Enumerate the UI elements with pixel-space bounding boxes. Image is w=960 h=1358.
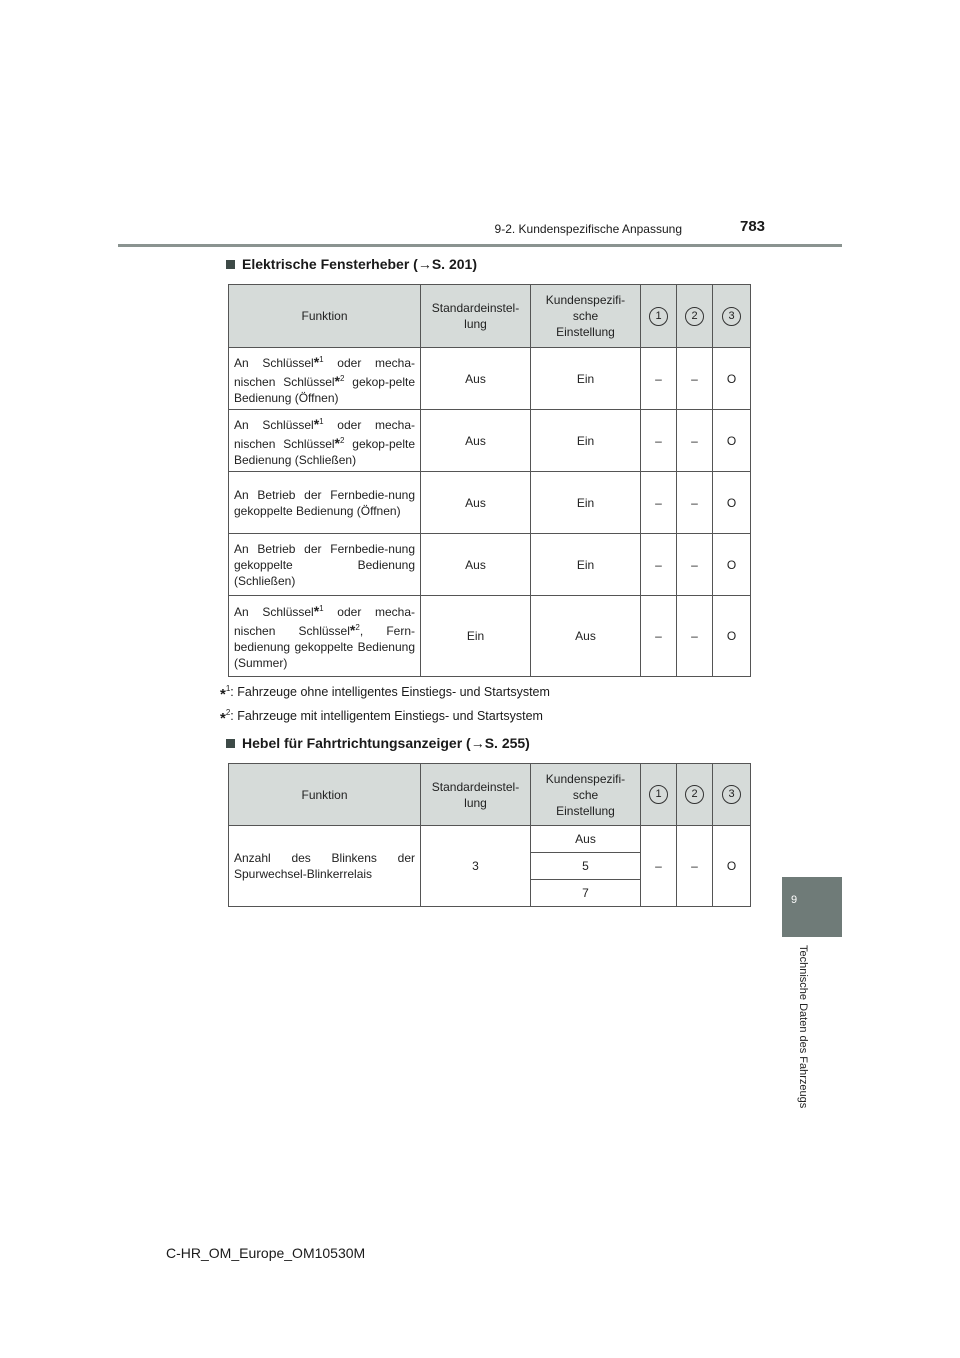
custom-option-cell: 5: [531, 853, 641, 880]
page-number: 783: [740, 218, 766, 235]
default-cell: Aus: [421, 348, 531, 410]
chapter-tab-label: Technische Daten des Fahrzeugs: [797, 945, 809, 1109]
square-bullet-icon: [226, 260, 235, 269]
method-1-cell: –: [641, 534, 677, 596]
footnote-2: *$^2$: Fahrzeuge mit intelligentem Einstiegs- und Startsystem: [220, 708, 543, 728]
default-cell: Ein: [421, 596, 531, 677]
col-header-method-2: 2: [677, 285, 713, 348]
custom-cell: Aus: [531, 596, 641, 677]
table-header-row: [229, 285, 751, 348]
function-cell: An Schlüssel*$^1$ oder mecha-nischen Schlüssel*$^2$, Fern-bedienung gekoppelte Bedienung (Summer): [229, 596, 421, 677]
method-1-cell: –: [641, 596, 677, 677]
default-cell: Aus: [421, 472, 531, 534]
function-cell: An Schlüssel*$^1$ oder mecha-nischen Schlüssel*$^2$ gekop-pelte Bedienung (Öffnen): [229, 348, 421, 410]
custom-option-cell: 7: [531, 880, 641, 907]
document-footer: C-HR_OM_Europe_OM10530M: [166, 1245, 366, 1261]
running-header-section: 9-2. Kundenspezifische Anpassung: [494, 222, 682, 236]
method-3-cell: O: [713, 534, 751, 596]
col-header-default: Standardeinstel- lung: [421, 285, 531, 348]
chapter-tab: [782, 877, 842, 937]
col-header-function: Funktion: [229, 764, 421, 826]
table-header-row: [229, 764, 751, 826]
method-2-cell: –: [677, 534, 713, 596]
function-cell: An Schlüssel*$^1$ oder mecha-nischen Schlüssel*$^2$ gekop-pelte Bedienung (Schließen): [229, 410, 421, 472]
method-1-cell: –: [641, 348, 677, 410]
table-row: [229, 410, 751, 472]
custom-cell: Ein: [531, 472, 641, 534]
function-cell: An Betrieb der Fernbedie-nung gekoppelte Bedienung (Öffnen): [229, 472, 421, 534]
method-2-cell: –: [677, 596, 713, 677]
custom-cell: Ein: [531, 534, 641, 596]
default-cell: Aus: [421, 534, 531, 596]
custom-cell: Ein: [531, 410, 641, 472]
method-3-cell: O: [713, 410, 751, 472]
col-header-method-1: 1: [641, 285, 677, 348]
chapter-tab-number: 9: [790, 894, 798, 906]
table-row: [229, 596, 751, 677]
col-header-function: Funktion: [229, 285, 421, 348]
method-3-cell: O: [713, 348, 751, 410]
method-2-cell: –: [677, 410, 713, 472]
method-2-cell: –: [677, 472, 713, 534]
header-rule: [118, 244, 842, 247]
method-3-cell: O: [713, 596, 751, 677]
function-cell: An Betrieb der Fernbedie-nung gekoppelte Bedienung (Schließen): [229, 534, 421, 596]
col-header-custom: Kundenspezifi- sche Einstellung: [531, 285, 641, 348]
method-1-cell: –: [641, 826, 677, 907]
method-3-cell: O: [713, 472, 751, 534]
table-row: [229, 534, 751, 596]
square-bullet-icon: [226, 739, 235, 748]
col-header-default: Standardeinstel- lung: [421, 764, 531, 826]
power-windows-table: [228, 284, 751, 677]
section-title: Hebel für Fahrtrichtungsanzeiger (→S. 255): [242, 735, 530, 751]
table-row: [229, 826, 751, 853]
method-2-cell: –: [677, 348, 713, 410]
default-cell: Aus: [421, 410, 531, 472]
function-cell: Anzahl des Blinkens der Spurwechsel-Blinkerrelais: [229, 826, 421, 907]
method-1-cell: –: [641, 410, 677, 472]
custom-option-cell: Aus: [531, 826, 641, 853]
method-3-cell: O: [713, 826, 751, 907]
col-header-method-1: 1: [641, 764, 677, 826]
default-cell: 3: [421, 826, 531, 907]
col-header-method-3: 3: [713, 285, 751, 348]
section-title: Elektrische Fensterheber (→S. 201): [242, 256, 477, 272]
section-heading-turn-signal: [226, 735, 530, 751]
col-header-method-2: 2: [677, 764, 713, 826]
custom-cell: Ein: [531, 348, 641, 410]
col-header-method-3: 3: [713, 764, 751, 826]
col-header-custom: Kundenspezifi- sche Einstellung: [531, 764, 641, 826]
table-row: [229, 348, 751, 410]
turn-signal-table: [228, 763, 751, 907]
method-2-cell: –: [677, 826, 713, 907]
section-heading-power-windows: [226, 256, 477, 272]
table-row: [229, 472, 751, 534]
method-1-cell: –: [641, 472, 677, 534]
footnote-1: *$^1$: Fahrzeuge ohne intelligentes Einstiegs- und Startsystem: [220, 684, 550, 704]
